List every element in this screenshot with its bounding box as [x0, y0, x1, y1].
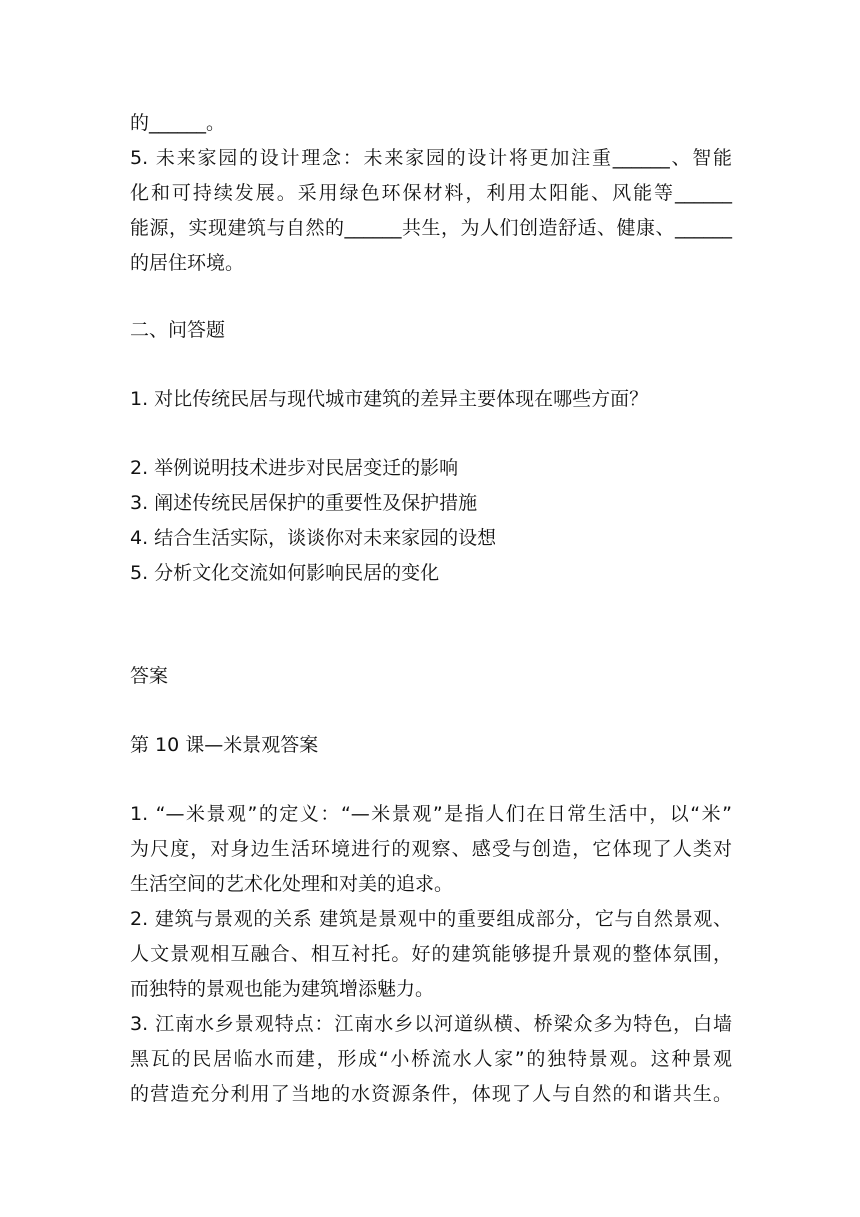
- answer-3-line-3: 的营造充分利用了当地的水资源条件，体现了人与自然的和谐共生。: [130, 1083, 732, 1105]
- document-page: [130, 106, 732, 1112]
- lesson-title: 第 10 课—米景观答案: [130, 734, 319, 756]
- question-2: 2. 举例说明技术进步对民居变迁的影响: [130, 457, 459, 479]
- section-heading-qa: 二、问答题: [130, 319, 226, 341]
- answer-3-line-1: 3. 江南水乡景观特点：江南水乡以河道纵横、桥梁众多为特色，白墙: [130, 1013, 732, 1035]
- question-4: 4. 结合生活实际，谈谈你对未来家园的设想: [130, 527, 497, 549]
- question-5: 5. 分析文化交流如何影响民居的变化: [130, 562, 440, 584]
- fill-blank-item-5-line-2: 化和可持续发展。采用绿色环保材料，利用太阳能、风能等______: [130, 182, 732, 204]
- answer-2-line-3: 而独特的景观也能为建筑增添魅力。: [130, 978, 435, 1000]
- answers-heading: 答案: [130, 665, 169, 687]
- fill-blank-line-continued: 的______。: [130, 112, 226, 134]
- answer-1-line-2: 为尺度，对身边生活环境进行的观察、感受与创造，它体现了人类对: [130, 838, 732, 860]
- fill-blank-item-5-line-4: 的居住环境。: [130, 252, 245, 274]
- answer-2-line-2: 人文景观相互融合、相互衬托。好的建筑能够提升景观的整体氛围，: [130, 943, 732, 965]
- answer-1-line-3: 生活空间的艺术化处理和对美的追求。: [130, 873, 454, 895]
- answer-1-line-1: 1. “—米景观”的定义：“—米景观”是指人们在日常生活中，以“米”: [130, 803, 732, 825]
- answer-3-line-2: 黑瓦的民居临水而建，形成“小桥流水人家”的独特景观。这种景观: [130, 1048, 732, 1070]
- question-3: 3. 阐述传统民居保护的重要性及保护措施: [130, 492, 478, 514]
- answer-2-line-1: 2. 建筑与景观的关系 建筑是景观中的重要组成部分，它与自然景观、: [130, 908, 732, 930]
- fill-blank-item-5-line-3: 能源，实现建筑与自然的______共生，为人们创造舒适、健康、______: [130, 217, 732, 239]
- fill-blank-item-5-line-1: 5. 未来家园的设计理念：未来家园的设计将更加注重______、智能: [130, 147, 732, 169]
- question-1: 1. 对比传统民居与现代城市建筑的差异主要体现在哪些方面？: [130, 388, 649, 410]
